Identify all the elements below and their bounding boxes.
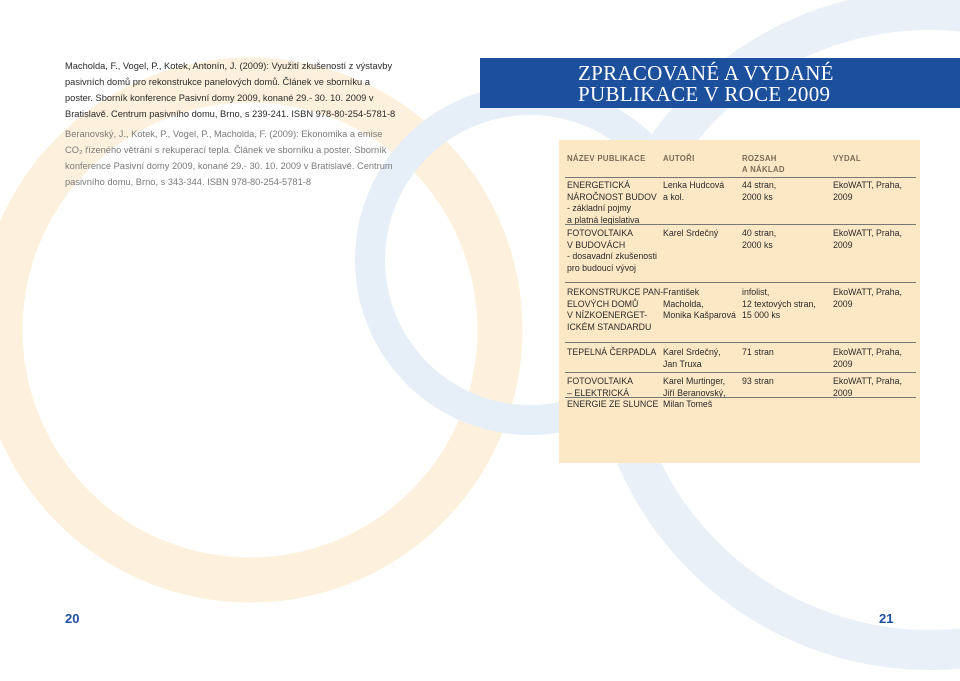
table-cell: Lenka Hudcová a kol.	[663, 180, 725, 202]
table-cell: ENERGETICKÁ NÁROČNOST BUDOV - základní pojmy a platná legislativa	[567, 180, 657, 225]
table-cell: Karel Srdečný, Jan Truxa	[663, 347, 721, 369]
divider	[565, 342, 916, 343]
table-cell: EkoWATT, Praha, 2009	[833, 287, 902, 309]
divider	[565, 224, 916, 225]
table-cell: TEPELNÁ ČERPADLA	[567, 347, 657, 357]
table-cell: 44 stran, 2000 ks	[742, 180, 777, 202]
divider	[565, 177, 916, 178]
table-cell: EkoWATT, Praha, 2009	[833, 180, 902, 202]
page-number-right: 21	[879, 611, 894, 626]
divider	[565, 372, 916, 373]
table-cell: Karel Srdečný	[663, 228, 719, 238]
header-publisher: VYDAL	[833, 154, 861, 163]
table-cell: 93 stran	[742, 376, 774, 386]
header-extent: ROZSAH A NÁKLAD	[742, 154, 785, 174]
page-title	[578, 63, 834, 105]
table-cell: 71 stran	[742, 347, 774, 357]
table-cell: František Macholda, Monika Kašparová	[663, 287, 736, 320]
references	[65, 58, 400, 190]
table-cell: EkoWATT, Praha, 2009	[833, 228, 902, 250]
table-cell: FOTOVOLTAIKA – ELEKTRICKÁ ENERGIE ZE SLUNCE	[567, 376, 659, 409]
page-number-left: 20	[65, 611, 80, 626]
table-cell: REKONSTRUKCE PAN- ELOVÝCH DOMŮ V NÍZKOENERGET- ICKÉM STANDARDU	[567, 287, 664, 332]
publications-table	[559, 140, 920, 463]
title-line-1: ZPRACOVANÉ A VYDANÉ	[578, 61, 834, 85]
divider	[565, 282, 916, 283]
reference-2: Beranovský, J., Kotek, P., Vogel, P., Macholda, F. (2009): Ekonomika a emise CO₂ řízeného větrání s rekuperací tepla. Článek ve sborníku a poster. Sborník konference Pasivní domy 2009, konané 29.- 30. 10. 2009 v Bratislavě. Centrum pasivního domu, Brno, s 343-344. ISBN 978-80-254-5781-8	[65, 129, 393, 187]
header-authors: AUTOŘI	[663, 154, 695, 163]
header-title: NÁZEV PUBLIKACE	[567, 154, 646, 163]
table-cell: 40 stran, 2000 ks	[742, 228, 777, 250]
title-banner	[480, 58, 960, 108]
table-cell: EkoWATT, Praha, 2009	[833, 347, 902, 369]
table-cell: EkoWATT, Praha, 2009	[833, 376, 902, 398]
divider	[565, 397, 916, 398]
table-cell: infolist, 12 textových stran, 15 000 ks	[742, 287, 816, 320]
reference-1: Macholda, F., Vogel, P., Kotek, Antonín, J. (2009): Využití zkušeností z výstavby pasivních domů pro rekonstrukce panelových domů. Článek ve sborníku a poster. Sborník konference Pasivní domy 2009, konané 29.- 30. 10. 2009 v Bratislavě. Centrum pasivního domu, Brno, s 239-241. ISBN 978-80-254-5781-8	[65, 61, 396, 119]
table-cell: Karel Murtinger, Jiří Beranovský, Milan Tomeš	[663, 376, 726, 409]
table-cell: FOTOVOLTAIKA V BUDOVÁCH - dosavadní zkušenosti pro budoucí vývoj	[567, 228, 657, 273]
title-line-2: PUBLIKACE V ROCE 2009	[578, 82, 831, 106]
